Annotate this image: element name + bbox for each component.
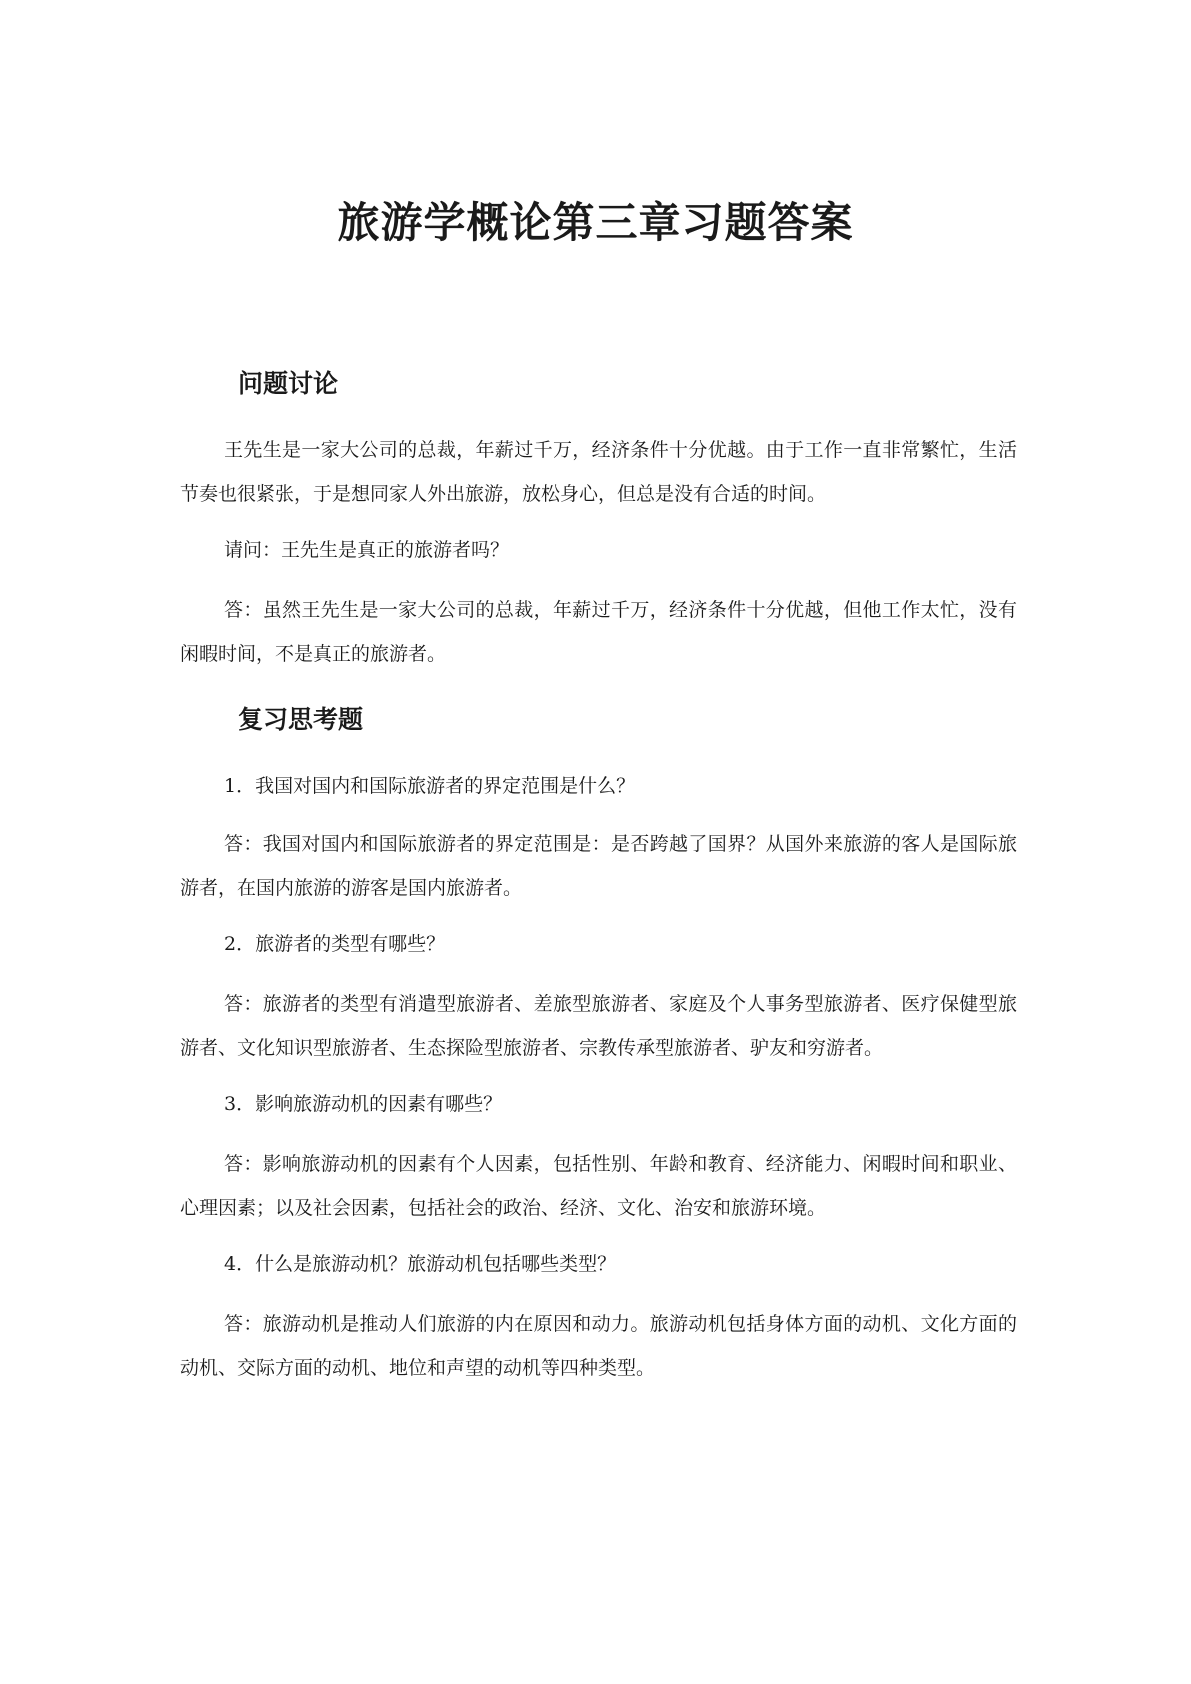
review-answer-4: 答：旅游动机是推动人们旅游的内在原因和动力。旅游动机包括身体方面的动机、文化方面的动机、交际方面的动机、地位和声望的动机等四种类型。: [180, 1313, 1017, 1379]
section-heading-discussion: 问题讨论: [238, 369, 339, 398]
discussion-answer: 答：虽然王先生是一家大公司的总裁，年薪过千万，经济条件十分优越，但他工作太忙，没有闲暇时间，不是真正的旅游者。: [180, 599, 1017, 665]
review-question-4: 4．什么是旅游动机？旅游动机包括哪些类型？: [224, 1253, 617, 1275]
review-question-3: 3．影响旅游动机的因素有哪些？: [224, 1093, 503, 1115]
review-answer-2: 答：旅游者的类型有消遣型旅游者、差旅型旅游者、家庭及个人事务型旅游者、医疗保健型旅游者、文化知识型旅游者、生态探险型旅游者、宗教传承型旅游者、驴友和穷游者。: [180, 993, 1017, 1059]
review-question-1: 1．我国对国内和国际旅游者的界定范围是什么？: [224, 775, 636, 797]
discussion-question: 请问：王先生是真正的旅游者吗？: [224, 539, 510, 561]
section-heading-review: 复习思考题: [238, 705, 364, 734]
review-answer-1: 答：我国对国内和国际旅游者的界定范围是：是否跨越了国界？从国外来旅游的客人是国际旅游者，在国内旅游的游客是国内旅游者。: [180, 833, 1017, 899]
case-paragraph: 王先生是一家大公司的总裁，年薪过千万，经济条件十分优越。由于工作一直非常繁忙，生活节奏也很紧张，于是想同家人外出旅游，放松身心，但总是没有合适的时间。: [180, 439, 1017, 505]
review-question-2: 2．旅游者的类型有哪些？: [224, 933, 446, 955]
page-title: 旅游学概论第三章习题答案: [337, 198, 854, 247]
review-answer-3: 答：影响旅游动机的因素有个人因素，包括性别、年龄和教育、经济能力、闲暇时间和职业、心理因素；以及社会因素，包括社会的政治、经济、文化、治安和旅游环境。: [180, 1153, 1017, 1219]
